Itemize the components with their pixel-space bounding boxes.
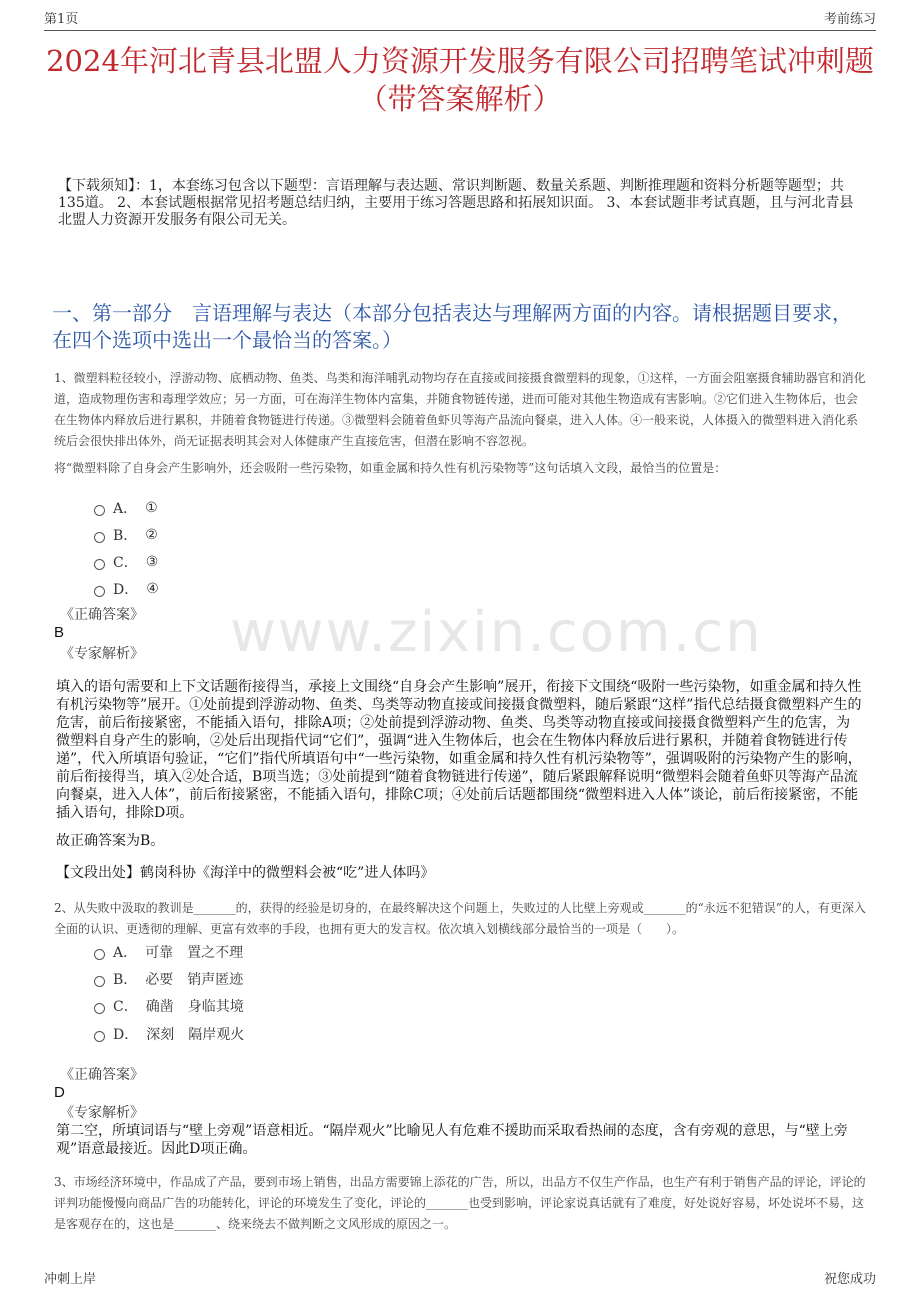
radio-icon[interactable] bbox=[94, 1003, 105, 1014]
option-key: D． bbox=[113, 1027, 139, 1043]
radio-icon[interactable] bbox=[94, 532, 105, 543]
page-number: 第1页 bbox=[44, 12, 79, 27]
option-word-2: 隔岸观火 bbox=[188, 1027, 245, 1043]
option-word-2: 置之不理 bbox=[187, 944, 244, 961]
option-key: C． bbox=[113, 999, 138, 1015]
option-a[interactable] bbox=[94, 494, 159, 521]
question-2-options bbox=[94, 938, 244, 1048]
option-word-2: 销声匿迹 bbox=[187, 971, 244, 988]
passage-source: 【文段出处】鹤岗科协《海洋中的微塑料会被“吃”进人体吗》 bbox=[56, 865, 435, 881]
option-key: D． bbox=[113, 581, 139, 598]
option-c[interactable] bbox=[94, 992, 244, 1020]
answer-value: D bbox=[54, 1084, 65, 1101]
download-notice: 【下载须知】：1，本套练习包含以下题型：言语理解与表达题、常识判断题、数量关系题、判断推理题和资料分析题等题型；共135道。 2、本套试题根据常见招考题总结归纳，主要用于练习答题思路和拓展知识面。 3、本套试题非考试真题，且与河北青县北盟人力资源开发服务有限公司无关。 bbox=[58, 178, 854, 228]
page-header bbox=[44, 10, 876, 31]
option-word-2: 身临其境 bbox=[187, 999, 244, 1015]
option-key: A． bbox=[113, 944, 138, 961]
option-b[interactable] bbox=[94, 521, 159, 548]
radio-icon[interactable] bbox=[94, 949, 105, 960]
option-key: B． bbox=[113, 971, 138, 988]
option-word-1: 必要 bbox=[145, 971, 174, 988]
option-word-1: 深刻 bbox=[146, 1027, 175, 1043]
question-1-options bbox=[94, 494, 159, 602]
option-d[interactable] bbox=[94, 1020, 244, 1048]
answer-label: 《正确答案》 bbox=[60, 1067, 144, 1083]
analysis-conclusion: 故正确答案为B。 bbox=[56, 833, 165, 849]
radio-icon[interactable] bbox=[94, 505, 105, 516]
option-c[interactable] bbox=[94, 548, 159, 575]
question-1-passage: 1、微塑料粒径较小，浮游动物、底栖动物、鱼类、鸟类和海洋哺乳动物均存在直接或间接摄食微塑料的现象，①这样，一方面会阻塞摄食辅助器官和消化道，造成物理伤害和毒理学效应；另一方面，可在海洋生物体内富集，并随食物链传递，进而可能对其他生物造成有害影响。②它们进入生物体后，也会在生物体内释放后进行累积，并随着食物链进行传递。③微塑料会随着鱼虾贝等海产品流向餐桌，进入人体。④一般来说，人体摄入的微塑料进入消化系统后会很快排出体外，尚无证据表明其会对人体健康产生直接危害，但潜在影响不容忽视。 bbox=[54, 371, 866, 448]
radio-icon[interactable] bbox=[94, 586, 105, 597]
radio-icon[interactable] bbox=[94, 976, 105, 987]
option-text: ② bbox=[145, 526, 158, 543]
option-text: ① bbox=[145, 499, 158, 516]
radio-icon[interactable] bbox=[94, 559, 105, 570]
footer-right-label: 祝您成功 bbox=[823, 1272, 876, 1287]
option-d[interactable] bbox=[94, 575, 159, 602]
option-word-1: 确凿 bbox=[145, 999, 174, 1015]
radio-icon[interactable] bbox=[94, 1031, 105, 1042]
option-b[interactable] bbox=[94, 965, 244, 992]
option-text: ③ bbox=[145, 553, 159, 570]
option-key: A． bbox=[113, 500, 138, 517]
analysis-text: 第二空，所填词语与“壁上旁观”语意相近。“隔岸观火”比喻见人有危难不援助而采取看热闹的态度，含有旁观的意思，与“壁上旁观”语意最接近。因此D项正确。 bbox=[56, 1123, 848, 1157]
option-text: ④ bbox=[146, 580, 159, 597]
footer-left-label: 冲刺上岸 bbox=[44, 1272, 97, 1287]
option-key: C． bbox=[113, 554, 138, 571]
analysis-label: 《专家解析》 bbox=[60, 1105, 144, 1121]
analysis-label: 《专家解析》 bbox=[60, 646, 144, 662]
section-heading: 一、第一部分 言语理解与表达（本部分包括表达与理解两方面的内容。请根据题目要求，在四个选项中选出一个最恰当的答案。） bbox=[52, 301, 852, 352]
option-a[interactable] bbox=[94, 938, 244, 965]
question-1-prompt: 将“微塑料除了自身会产生影响外，还会吸附一些污染物，如重金属和持久性有机污染物等”这句话填入文段，最恰当的位置是： bbox=[54, 461, 727, 475]
option-word-1: 可靠 bbox=[145, 944, 174, 961]
header-label: 考前练习 bbox=[823, 12, 876, 27]
question-3-passage: 3、市场经济环境中，作品成了产品，要到市场上销售，出品方需要锦上添花的广告，所以，出品方不仅生产作品，也生产有利于销售产品的评论，评论的评判功能慢慢向商品广告的功能转化，评论的环境发生了变化，评论的_______也受到影响，评论家说真话就有了难度，好处说好容易，坏处说坏不易，这是客观存在的，这也是_______、绕来绕去不做判断之文风形成的原因之一。 bbox=[54, 1175, 866, 1231]
option-key: B． bbox=[113, 527, 138, 544]
analysis-text: 填入的语句需要和上下文话题衔接得当，承接上文围绕“自身会产生影响”展开，衔接下文围绕“吸附一些污染物，如重金属和持久性有机污染物等”展开。①处前提到浮游动物、鱼类、鸟类等动物直接或间接摄食微塑料，随后紧跟“这样”指代总结摄食微塑料产生的危害，前后衔接紧密，不能插入语句，排除A项；②处前提到浮游动物、鱼类、鸟类等动物直接或间接摄食微塑料产生的危害，为微塑料自身产生的影响，②处后出现指代词“它们”，强调“进入生物体后，也会在生物体内释放后进行累积，并随着食物链进行传递”，代入所填语句验证，“它们”指代所填语句中“一些污染物，如重金属和持久性有机污染物等”，强调吸附的污染物产生的影响，前后衔接得当，填入②处合适，B项当选；③处前提到“随着食物链进行传递”，随后紧跟解释说明“微塑料会随着鱼虾贝等海产品流向餐桌，进入人体”，前后衔接紧密，不能插入语句，排除C项；④处前后话题都围绕“微塑料进入人体”谈论，前后衔接紧密，不能插入语句，排除D项。 bbox=[56, 679, 862, 821]
page-footer bbox=[44, 1270, 876, 1290]
question-2-passage: 2、从失败中汲取的教训是_______的，获得的经验是切身的，在最终解决这个问题上，失败过的人比壁上旁观或_______的“永远不犯错误”的人，有更深入全面的认识、更透彻的理解、更富有效率的手段，也拥有更大的发言权。依次填入划横线部分最恰当的一项是（ ）。 bbox=[54, 901, 866, 936]
answer-label: 《正确答案》 bbox=[60, 607, 144, 623]
document-title: 2024年河北青县北盟人力资源开发服务有限公司招聘笔试冲刺题（带答案解析） bbox=[46, 44, 874, 116]
answer-value: B bbox=[54, 624, 65, 641]
watermark: www.zixin.com.cn bbox=[230, 600, 763, 665]
